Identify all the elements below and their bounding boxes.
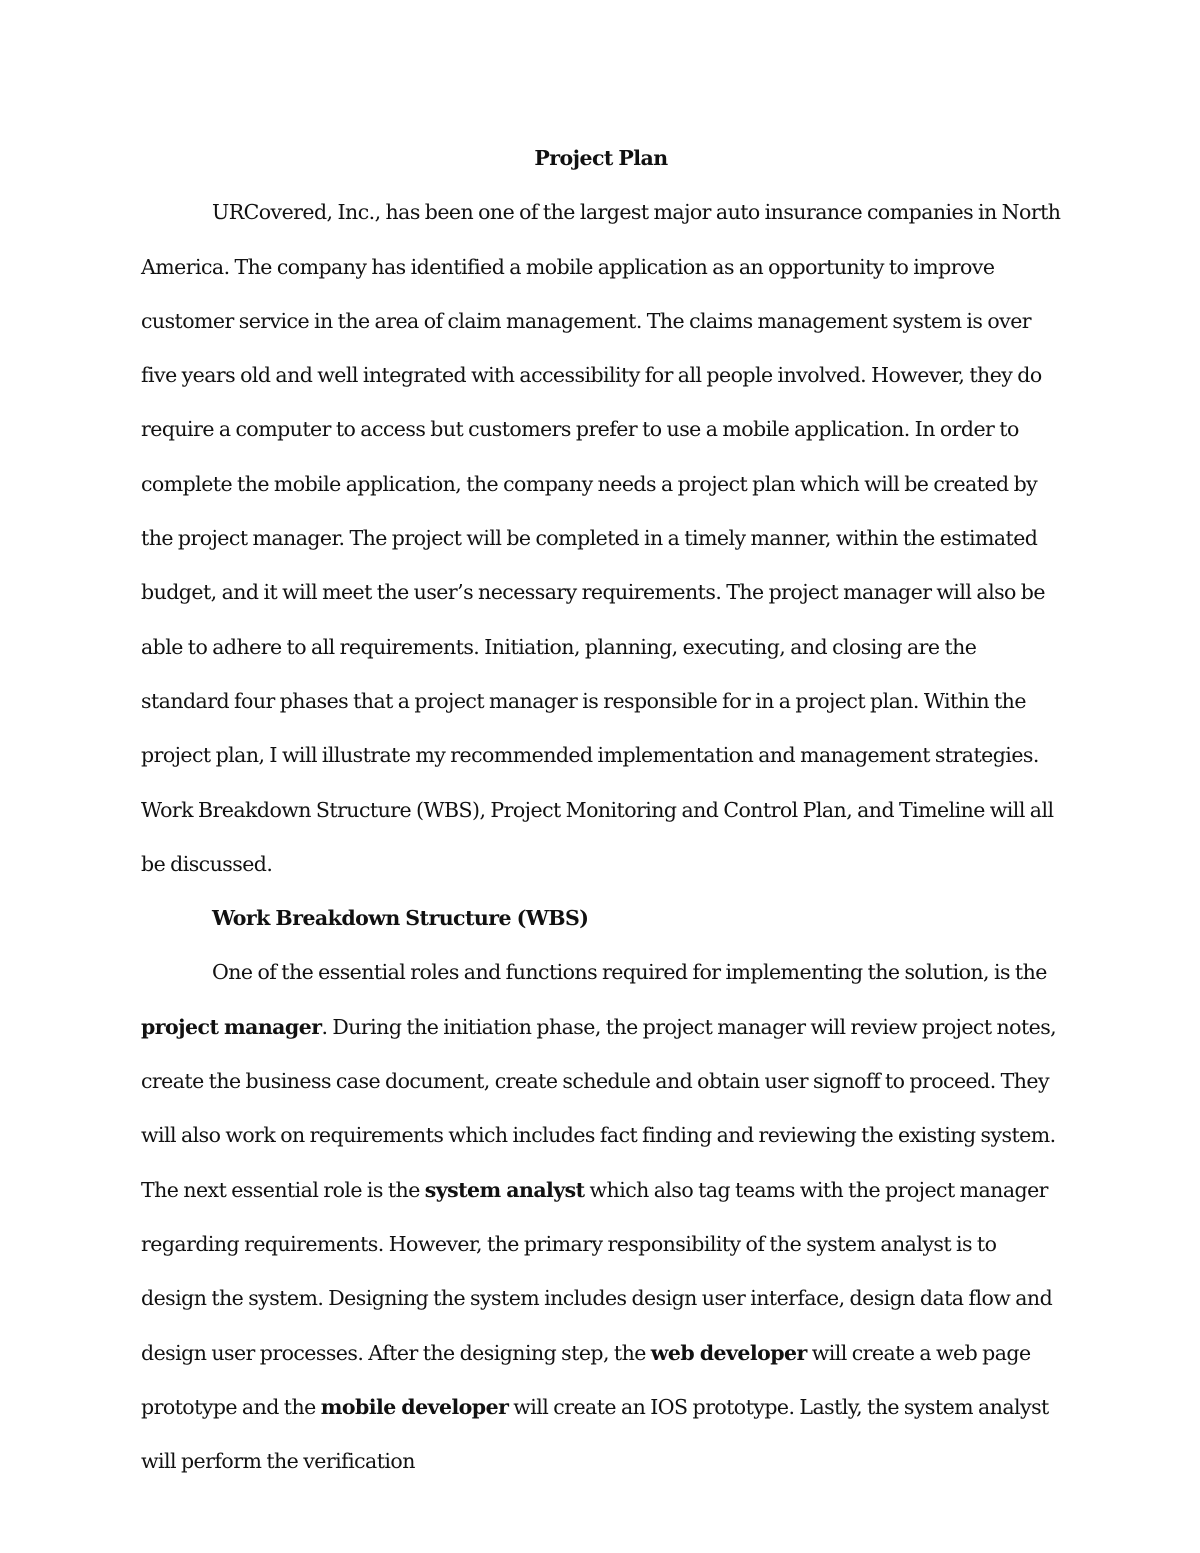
intro-paragraph: URCovered, Inc., has been one of the largest major auto insurance companies in North America. The company has identified a mobile application as an opportunity to improve customer service in the area of claim management. The claims management system is over five years old and well integrated with accessibility for all people involved. However, they do require a computer to access but customers prefer to use a mobile application. In order to complete the mobile application, the company needs a project plan which will be created by the project manager. The project will be completed in a timely manner, within the estimated budget, and it will meet the user’s necessary requirements. The project manager will also be able to adhere to all requirements. Initiation, planning, executing, and closing are the standard four phases that a project manager is responsible for in a project plan. Within the project plan, I will illustrate my recommended implementation and management strategies. Work Breakdown Structure (WBS), Project Monitoring and Control Plan, and Timeline will all be discussed. bbox=[141, 200, 1061, 876]
wbs-text-5: will create an IOS prototype. Lastly, the system analyst will perform the verification bbox=[141, 1394, 1049, 1474]
wbs-text-4: will create a web page prototype and the bbox=[141, 1340, 1031, 1419]
wbs-paragraph bbox=[141, 945, 1061, 1488]
wbs-text-2: . During the initiation phase, the project manager will review project notes, create the business case document, create schedule and obtain user signoff to proceed. They will also work on requirements which includes fact finding and reviewing the existing system. The next essential role is the bbox=[141, 1014, 1057, 1202]
document-body bbox=[141, 131, 1061, 1488]
wbs-heading: Work Breakdown Structure (WBS) bbox=[212, 906, 589, 931]
role-web-developer: web developer bbox=[650, 1340, 807, 1365]
wbs-text-1: One of the essential roles and functions required for implementing the solution, is the bbox=[212, 960, 1047, 985]
role-project-manager: project manager bbox=[141, 1014, 322, 1039]
wbs-text-3: which also tag teams with the project manager regarding requirements. However, the primary responsibility of the system analyst is to design the system. Designing the system includes design user interface, design data flow and design user processes. After the designing step, the bbox=[141, 1177, 1053, 1365]
document-title: Project Plan bbox=[534, 146, 668, 170]
role-mobile-developer: mobile developer bbox=[320, 1394, 509, 1419]
role-system-analyst: system analyst bbox=[424, 1177, 585, 1202]
